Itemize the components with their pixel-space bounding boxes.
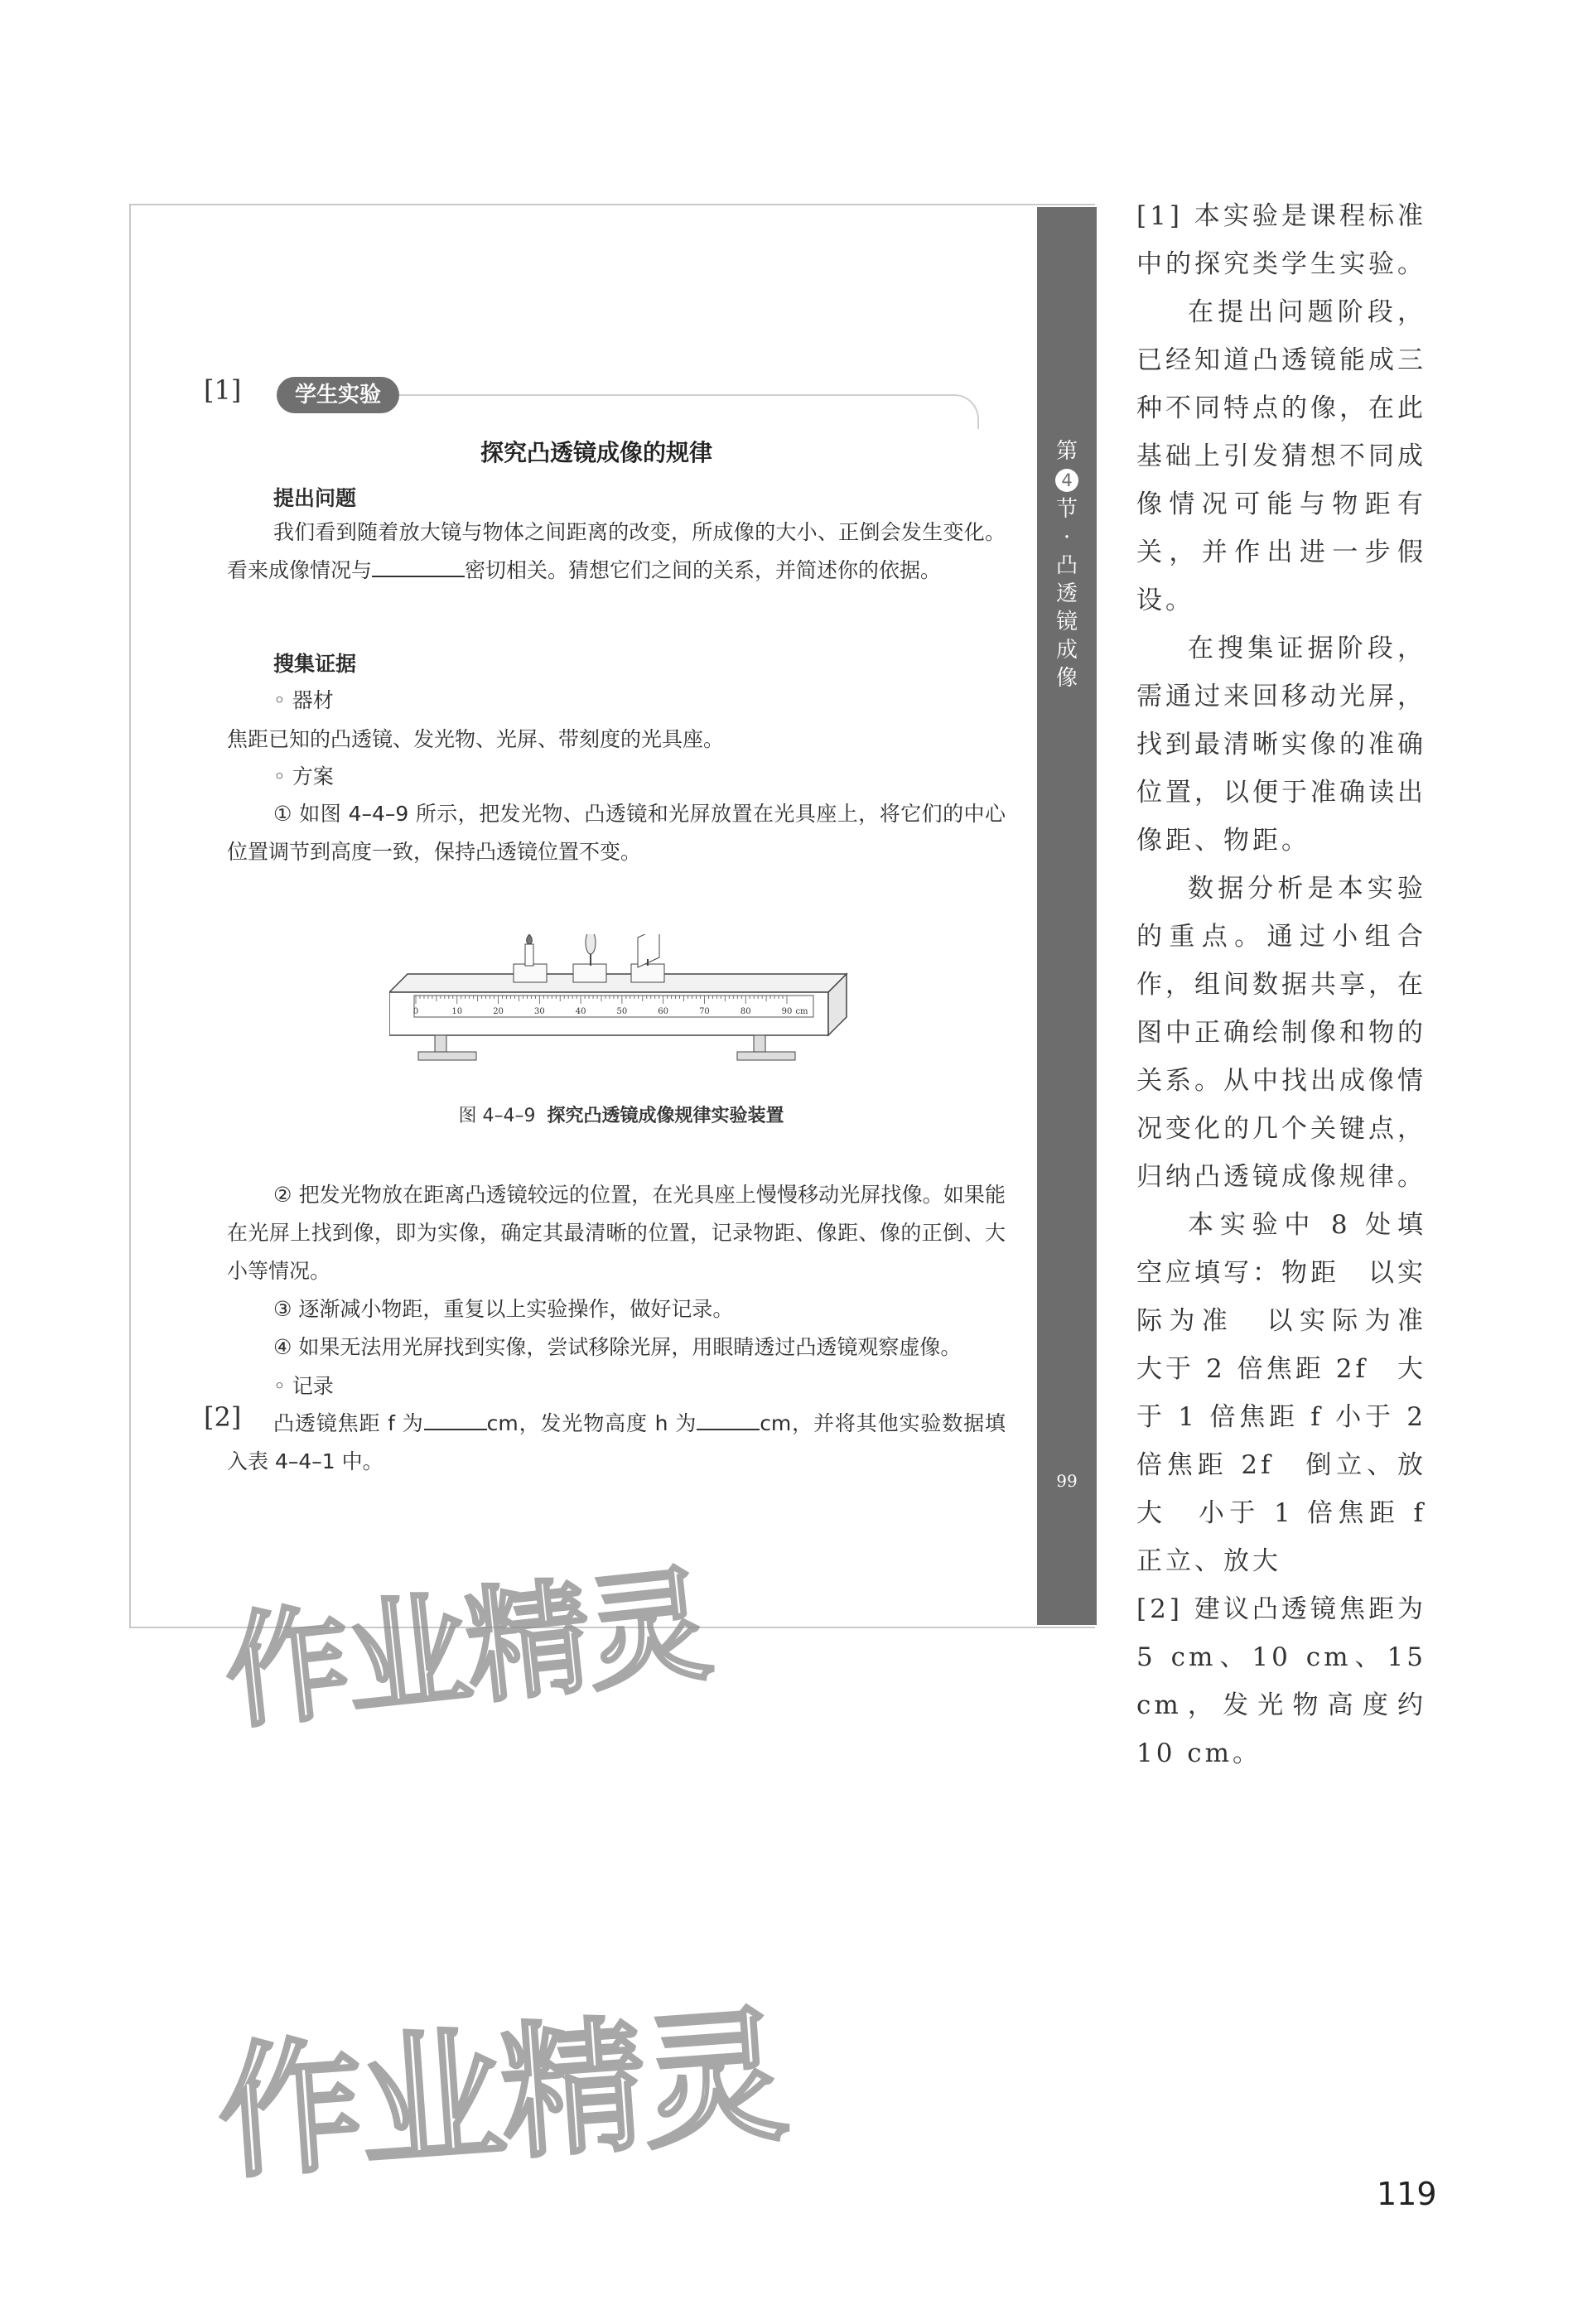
note-3: 在搜集证据阶段，需通过来回移动光屏，找到最清晰实像的准确位置，以便于准确读出像距、物距。 xyxy=(1136,634,1426,856)
heading-collect-evidence: 搜集证据 xyxy=(273,652,357,676)
step-2: ② 把发光物放在距离凸透镜较远的位置，在光具座上慢慢移动光屏找像。如果能在光屏上找到像，即为实像，确定其最清晰的位置，记录物距、像距、像的正倒、大小等情况。 xyxy=(227,1183,1006,1283)
step-4: ④ 如果无法用光屏找到实像，尝试移除光屏，用眼睛透过凸透镜观察虚像。 xyxy=(273,1335,962,1359)
blank-field xyxy=(424,1407,487,1430)
annotation-marker-1: [1] xyxy=(204,374,242,406)
ruler-label: 80 xyxy=(740,1007,751,1016)
ruler-label: 90 xyxy=(781,1007,793,1016)
ruler-label: 0 xyxy=(412,1007,419,1016)
question-paragraph: 我们看到随着放大镜与物体之间距离的改变，所成像的大小、正倒会发生变化。看来成像情况与 密切相关。猜想它们之间的关系，并简述你的依据。 xyxy=(227,520,1006,582)
slider-block-lens xyxy=(573,964,606,982)
note-5: 本实验中 8 处填空应填写：物距 以实际为准 以实际为准 大于 2 倍焦距 2f 大于 1 倍焦距 f 小于 2 倍焦距 2f 倒立、放大 小于 1 倍焦距 f 正立、放大 xyxy=(1136,1210,1455,1576)
badge-divider-line xyxy=(398,394,979,429)
ruler-label: 30 xyxy=(533,1007,545,1016)
heading-raise-question: 提出问题 xyxy=(273,486,357,510)
teacher-notes xyxy=(1136,192,1455,1777)
light-source-candle xyxy=(525,944,533,966)
note-1: [1] 本实验是课程标准中的探究类学生实验。 xyxy=(1136,201,1426,279)
materials-text: 焦距已知的凸透镜、发光物、光屏、带刻度的光具座。 xyxy=(227,727,725,751)
ruler-label: 10 xyxy=(451,1007,463,1016)
blank-field xyxy=(372,554,465,577)
ruler-label: cm xyxy=(795,1007,808,1016)
ruler-label: 40 xyxy=(575,1007,586,1016)
bench-foot-left xyxy=(418,1052,476,1060)
note-4: 数据分析是本实验的重点。通过小组合作，组间数据共享，在图中正确绘制像和物的关系。从中找出成像情况变化的几个关键点，归纳凸透镜成像规律。 xyxy=(1136,874,1426,1192)
inner-page-number: 99 xyxy=(1056,1471,1078,1491)
ruler-label: 60 xyxy=(658,1007,669,1016)
bench-top xyxy=(389,974,847,992)
step-1: ① 如图 4–4–9 所示，把发光物、凸透镜和光屏放置在光具座上，将它们的中心位置调节到高度一致，保持凸透镜位置不变。 xyxy=(227,802,1006,864)
annotation-marker-2: [2] xyxy=(204,1401,242,1433)
bullet-materials: ◦ 器材 xyxy=(273,688,334,712)
watermark-lower: 作业精灵 xyxy=(212,1992,790,2200)
bullet-plan: ◦ 方案 xyxy=(273,764,334,788)
experiment-title: 探究凸透镜成像的规律 xyxy=(480,439,712,466)
optical-bench-figure xyxy=(389,934,853,1075)
ruler-label: 70 xyxy=(699,1007,710,1016)
ruler-label: 20 xyxy=(493,1007,504,1016)
bench-leg-right xyxy=(754,1035,765,1052)
slider-block-object xyxy=(514,964,547,982)
note-2: 在提出问题阶段，已经知道凸透镜能成三种不同特点的像，在此基础上引发猜想不同成像情况可能与物距有关，并作出进一步假设。 xyxy=(1136,297,1426,615)
bench-foot-right xyxy=(737,1052,795,1060)
slider-block-screen xyxy=(631,964,664,982)
bullet-record: ◦ 记录 xyxy=(273,1374,334,1398)
blank-field xyxy=(697,1407,760,1430)
figure-caption: 图 4–4–9 探究凸透镜成像规律实验装置 xyxy=(458,1106,784,1126)
ruler-label: 50 xyxy=(616,1007,628,1016)
section-number-badge: 4 xyxy=(1055,469,1078,492)
bench-leg-left xyxy=(435,1035,446,1052)
watermark-upper: 作业精灵 xyxy=(218,1552,715,1747)
section-tab-label: 第 4 节 · 凸 透 镜 成 像 xyxy=(1055,439,1078,691)
page-number: 119 xyxy=(1377,2176,1437,2212)
record-paragraph: 凸透镜焦距 f 为 cm，发光物高度 h 为 cm，并将其他实验数据填入表 4–4–1 中。 xyxy=(227,1405,1006,1481)
convex-lens xyxy=(586,934,596,954)
student-experiment-badge: 学生实验 xyxy=(277,377,399,413)
note-6: [2] 建议凸透镜焦距为 5 cm、10 cm、15 cm，发光物高度约 10 cm。 xyxy=(1136,1594,1426,1768)
light-source-flame xyxy=(527,934,533,944)
section-side-tab xyxy=(1037,207,1097,1625)
step-3: ③ 逐渐减小物距，重复以上实验操作，做好记录。 xyxy=(273,1297,734,1321)
